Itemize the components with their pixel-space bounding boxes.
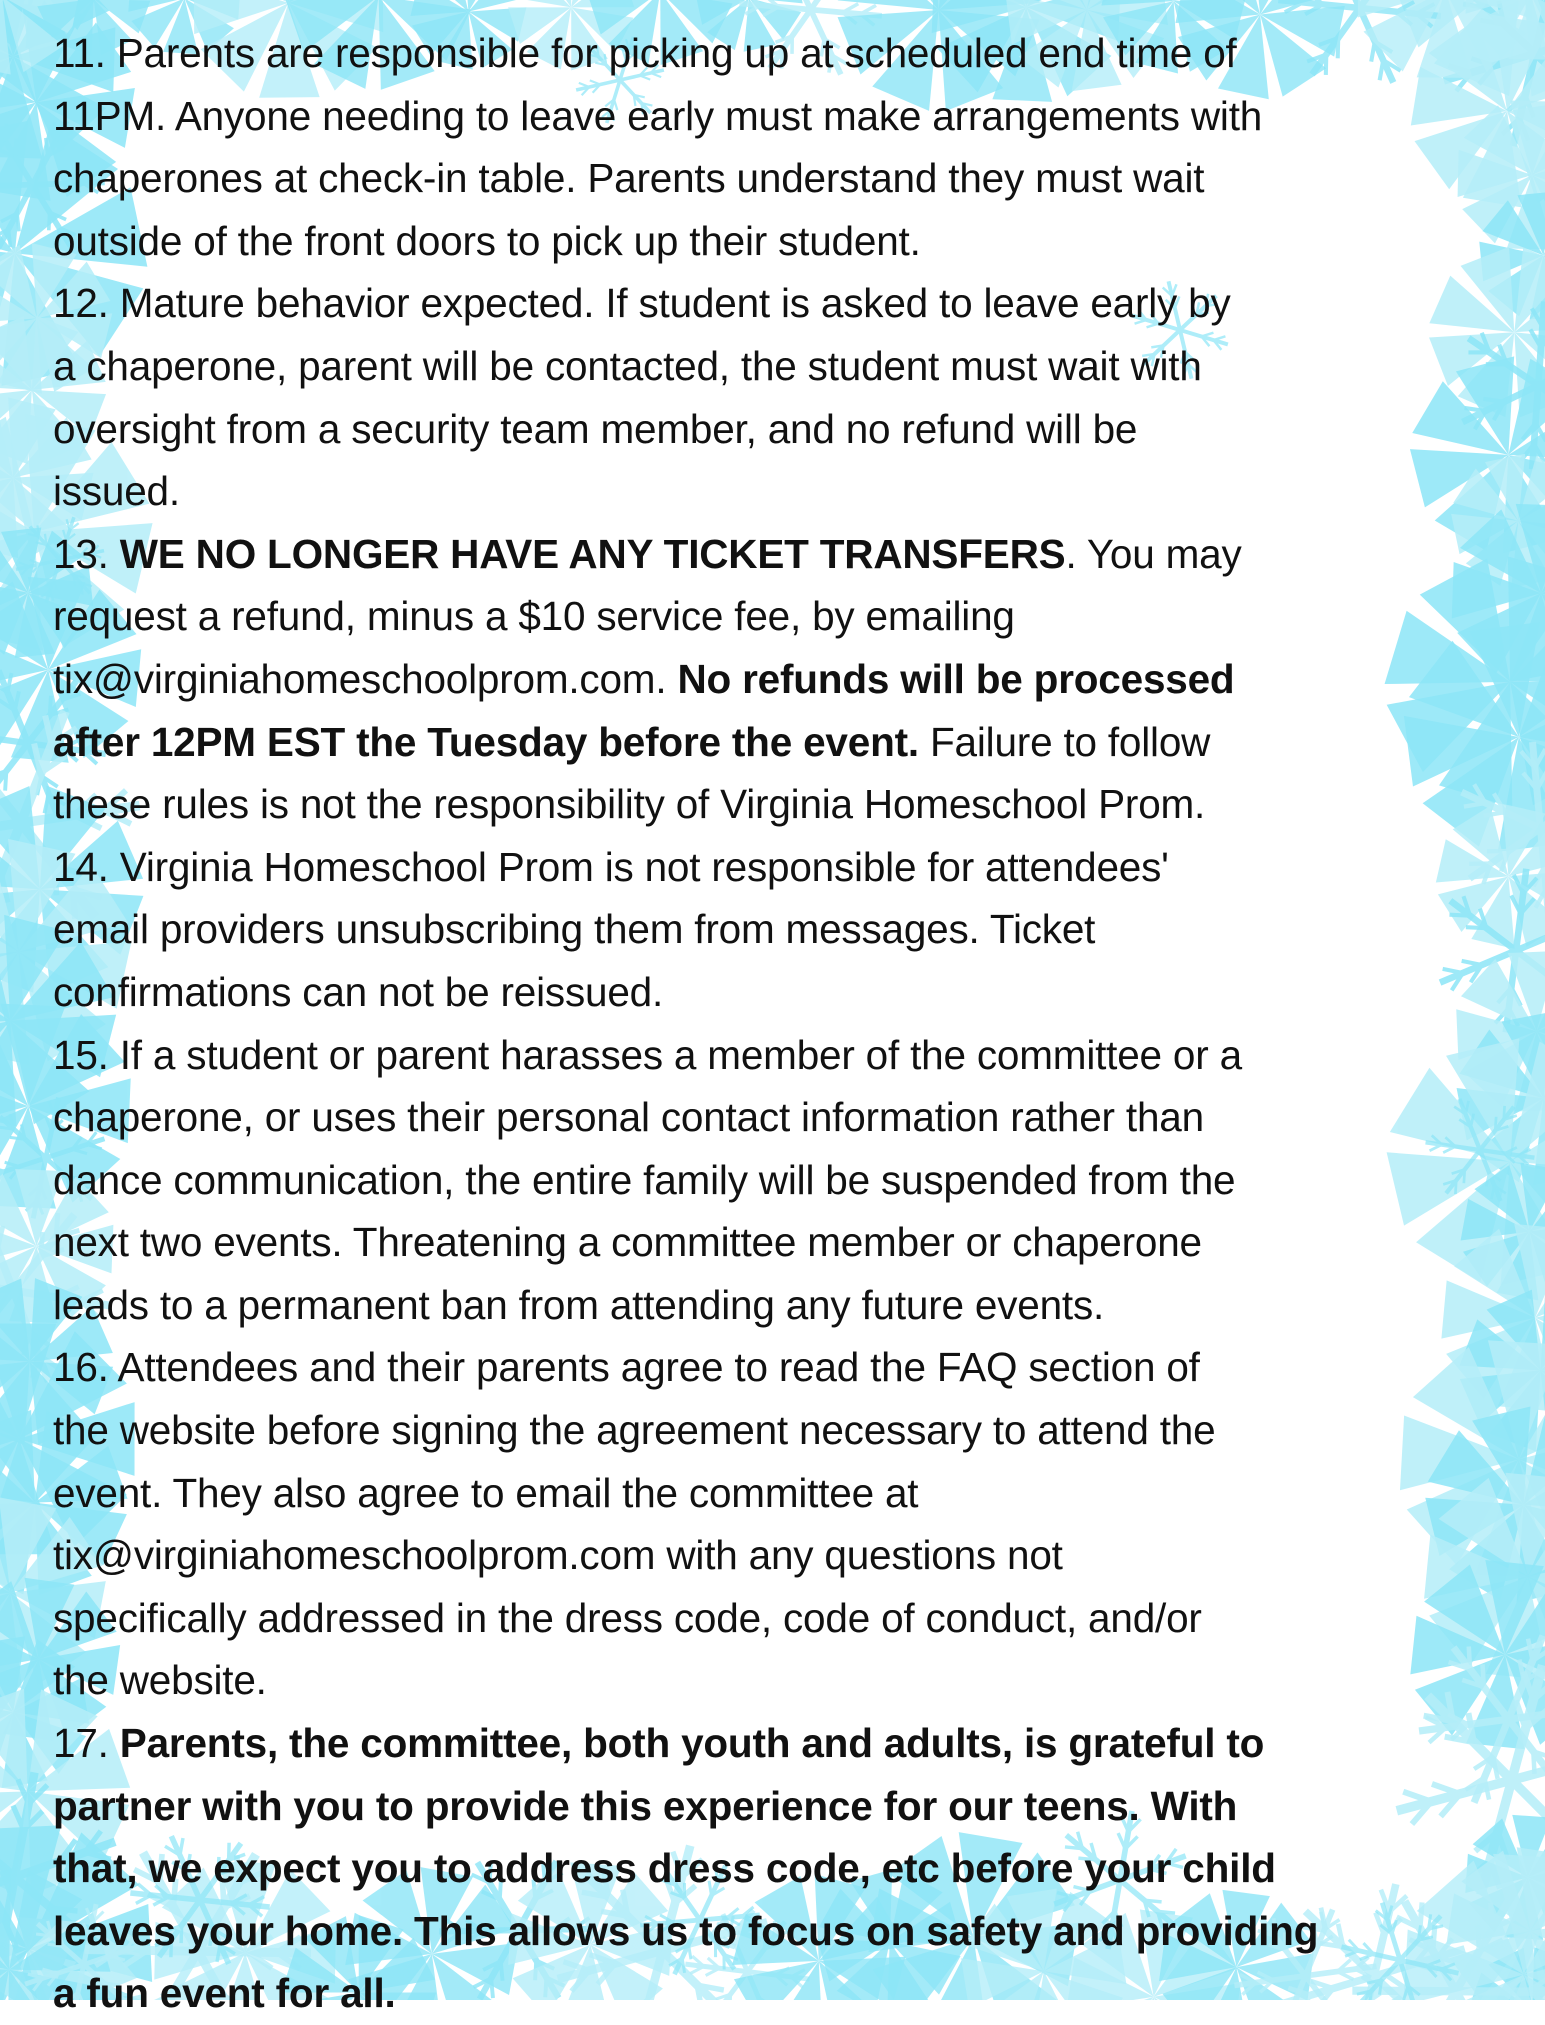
rule-line (53, 1336, 1533, 1399)
text: these rules is not the responsibility of Virginia Homeschool Prom. (53, 781, 1205, 827)
text: outside of the front doors to pick up their student. (53, 218, 921, 264)
rule-item (53, 272, 1533, 522)
bold-text: leaves your home. This allows us to focus on safety and providing (53, 1908, 1318, 1954)
rule-item (53, 1024, 1533, 1337)
rule-line (53, 1462, 1533, 1525)
text: 12. Mature behavior expected. If student is asked to leave early by (53, 280, 1231, 326)
text: a chaperone, parent will be contacted, the student must wait with (53, 343, 1202, 389)
rule-line (53, 711, 1533, 774)
text: confirmations can not be reissued. (53, 969, 663, 1015)
rule-line (53, 1900, 1533, 1963)
rule-line (53, 1024, 1533, 1087)
rule-line (53, 523, 1533, 586)
rule-item (53, 1712, 1533, 2025)
rule-line (53, 648, 1533, 711)
text: 15. If a student or parent harasses a member of the committee or a (53, 1032, 1242, 1078)
text: chaperones at check-in table. Parents understand they must wait (53, 155, 1204, 201)
text: 16. Attendees and their parents agree to read the FAQ section of (53, 1344, 1200, 1390)
rule-line (53, 147, 1533, 210)
rule-line (53, 22, 1533, 85)
rule-line (53, 961, 1533, 1024)
rule-line (53, 85, 1533, 148)
rule-item (53, 523, 1533, 836)
rule-line (53, 1149, 1533, 1212)
rule-line (53, 1712, 1533, 1775)
rule-item (53, 22, 1533, 272)
rule-item (53, 836, 1533, 1024)
rule-line (53, 1399, 1533, 1462)
rule-line (53, 1962, 1533, 2025)
rule-line (53, 272, 1533, 335)
text: dance communication, the entire family will be suspended from the (53, 1157, 1235, 1203)
text: 17. (53, 1720, 120, 1766)
bold-text: a fun event for all. (53, 1970, 396, 2016)
text: . You may (1065, 531, 1241, 577)
rule-line (53, 1587, 1533, 1650)
rule-line (53, 210, 1533, 273)
text: the website. (53, 1657, 267, 1703)
text: oversight from a security team member, and no refund will be (53, 406, 1137, 452)
text: 11PM. Anyone needing to leave early must make arrangements with (53, 93, 1262, 139)
text: issued. (53, 468, 180, 514)
rule-line (53, 1274, 1533, 1337)
text: tix@virginiahomeschoolprom.com with any questions not (53, 1532, 1063, 1578)
bold-text: after 12PM EST the Tuesday before the event. (53, 719, 919, 765)
bold-text: Parents, the committee, both youth and adults, is grateful to (120, 1720, 1264, 1766)
rule-line (53, 1211, 1533, 1274)
bold-text: WE NO LONGER HAVE ANY TICKET TRANSFERS (120, 531, 1066, 577)
rule-line (53, 1524, 1533, 1587)
bold-text: partner with you to provide this experience for our teens. With (53, 1783, 1237, 1829)
rule-line (53, 1837, 1533, 1900)
bold-text: No refunds will be processed (677, 656, 1234, 702)
text: event. They also agree to email the committee at (53, 1470, 918, 1516)
text: leads to a permanent ban from attending any future events. (53, 1282, 1104, 1328)
rule-line (53, 585, 1533, 648)
text: tix@virginiahomeschoolprom.com. (53, 656, 677, 702)
text: request a refund, minus a $10 service fee, by emailing (53, 593, 1015, 639)
rule-line (53, 1775, 1533, 1838)
rule-line (53, 398, 1533, 461)
code-of-conduct-document (53, 22, 1533, 2025)
text: email providers unsubscribing them from messages. Ticket (53, 906, 1095, 952)
text: next two events. Threatening a committee member or chaperone (53, 1219, 1202, 1265)
rule-line (53, 773, 1533, 836)
rule-line (53, 460, 1533, 523)
rule-line (53, 1086, 1533, 1149)
text: 14. Virginia Homeschool Prom is not responsible for attendees' (53, 844, 1169, 890)
rule-line (53, 836, 1533, 899)
rule-line (53, 335, 1533, 398)
rule-line (53, 898, 1533, 961)
text: the website before signing the agreement necessary to attend the (53, 1407, 1215, 1453)
text: specifically addressed in the dress code, code of conduct, and/or (53, 1595, 1202, 1641)
text: chaperone, or uses their personal contact information rather than (53, 1094, 1204, 1140)
bold-text: that, we expect you to address dress code, etc before your child (53, 1845, 1276, 1891)
rule-item (53, 1336, 1533, 1712)
text: 11. Parents are responsible for picking up at scheduled end time of (53, 30, 1237, 76)
text: 13. (53, 531, 120, 577)
text: Failure to follow (919, 719, 1210, 765)
rule-line (53, 1649, 1533, 1712)
